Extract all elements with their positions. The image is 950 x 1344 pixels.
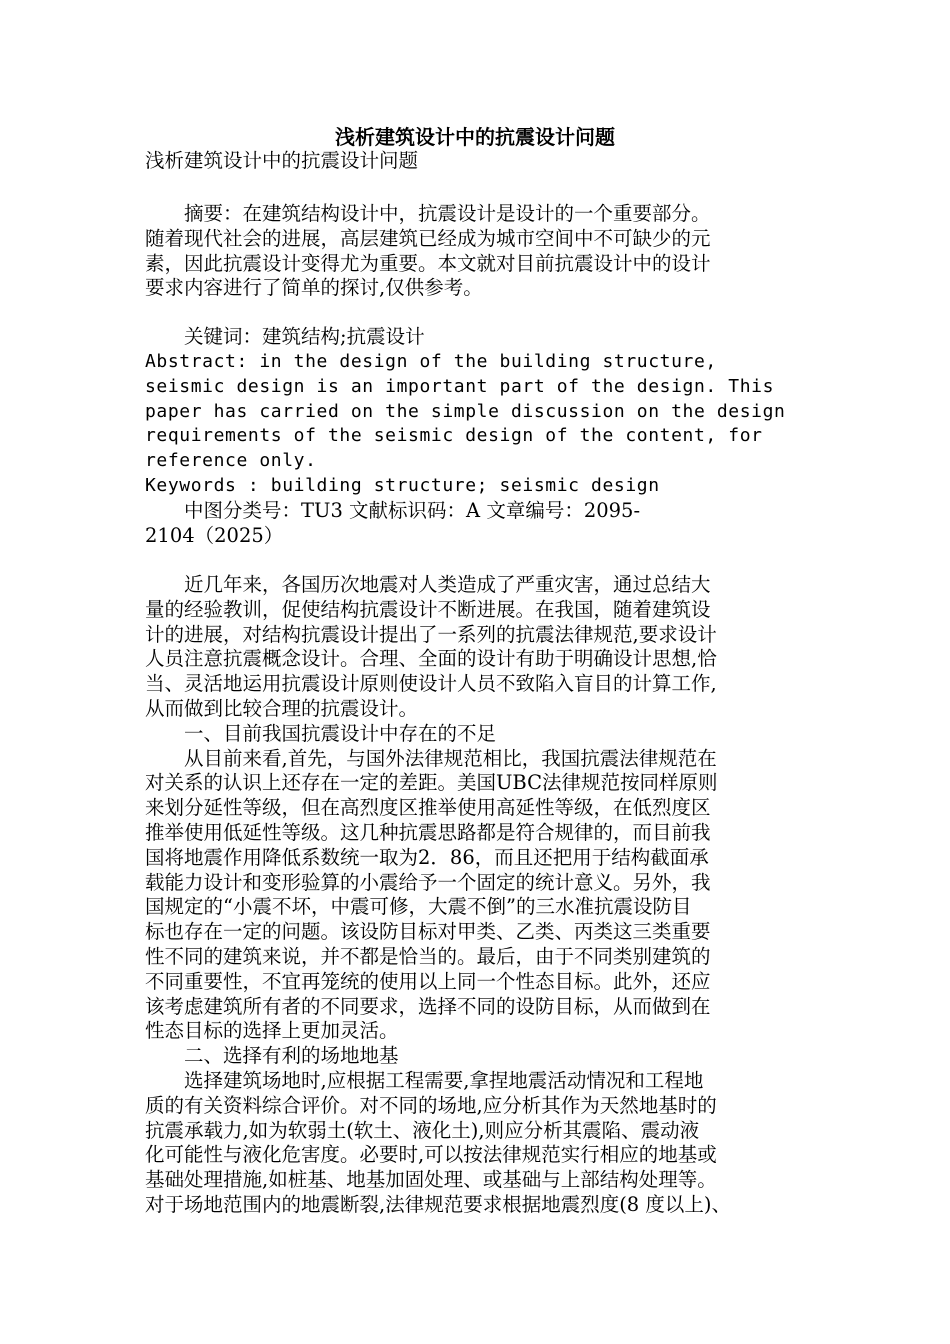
body-line: 从而做到比较合理的抗震设计。 (145, 696, 419, 720)
body-line: 性态目标的选择上更加灵活。 (145, 1019, 399, 1043)
abstract-en-line: paper has carried on the simple discussion on the design (145, 400, 786, 422)
keywords-cn-line: 关键词：建筑结构;抗震设计 (145, 325, 425, 348)
body-line: 标也存在一定的问题。该设防目标对甲类、乙类、丙类这三类重要 (145, 920, 711, 944)
body-line: 不同重要性，不宜再笼统的使用以上同一个性态目标。此外，还应 (145, 969, 711, 993)
classification (145, 499, 815, 549)
body-line: 对关系的认识上还存在一定的差距。美国UBC法律规范按同样原则 (145, 771, 718, 795)
body-line: 该考虑建筑所有者的不同要求，选择不同的设防目标，从而做到在 (145, 994, 711, 1018)
keywords-cn (145, 325, 815, 350)
classification-line: 中图分类号：TU3 文献标识码：A 文章编号：2095- (145, 499, 641, 522)
body-line: 当、灵活地运用抗震设计原则使设计人员不致陷入盲目的计算工作, (145, 672, 717, 696)
body-line: 人员注意抗震概念设计。合理、全面的设计有助于明确设计思想,恰 (145, 647, 717, 671)
body-line: 质的有关资料综合评价。对不同的场地,应分析其作为天然地基时的 (145, 1093, 717, 1117)
body-line: 推举使用低延性等级。这几种抗震思路都是符合规律的，而目前我 (145, 820, 711, 844)
keywords-en-line: Keywords : building structure; seismic design (145, 474, 660, 496)
body-line: 对于场地范围内的地震断裂,法律规范要求根据地震烈度(8 度以上)、 (145, 1192, 732, 1216)
document-title: 浅析建筑设计中的抗震设计问题 (335, 125, 615, 149)
body-line: 二、选择有利的场地地基 (145, 1044, 399, 1068)
abstract-line: 要求内容进行了简单的探讨,仅供参考。 (145, 276, 483, 300)
body-line: 抗震承载力,如为软弱土(软土、液化土),则应分析其震陷、震动液 (145, 1118, 700, 1142)
abstract-en-line: reference only. (145, 450, 317, 472)
body-line: 一、目前我国抗震设计中存在的不足 (145, 721, 497, 745)
body-line: 计的进展，对结构抗震设计提出了一系列的抗震法律规范,要求设计 (145, 622, 717, 646)
subtitle-line: 浅析建筑设计中的抗震设计问题 (145, 149, 419, 172)
body-line: 国规定的“小震不坏，中震可修，大震不倒”的三水准抗震设防目 (145, 895, 692, 919)
body-line: 量的经验教训，促使结构抗震设计不断进展。在我国，随着建筑设 (145, 597, 711, 621)
abstract-line: 随着现代社会的进展，高层建筑已经成为城市空间中不可缺少的元 (145, 226, 711, 250)
body-line: 来划分延性等级，但在高烈度区推举使用高延性等级，在低烈度区 (145, 796, 711, 820)
abstract-line: 素，因此抗震设计变得尤为重要。本文就对目前抗震设计中的设计 (145, 251, 711, 275)
classification-line: 2104（2025） (145, 523, 284, 547)
abstract-en-line: seismic design is an important part of the design. This (145, 375, 775, 397)
body-text (145, 573, 815, 1218)
abstract-line: 摘要：在建筑结构设计中，抗震设计是设计的一个重要部分。 (145, 202, 711, 225)
body-line: 国将地震作用降低系数统一取为2．86，而且还把用于结构截面承 (145, 845, 709, 869)
body-line: 选择建筑场地时,应根据工程需要,拿捏地震活动情况和工程地 (145, 1068, 704, 1092)
body-line: 从目前来看,首先，与国外法律规范相比，我国抗震法律规范在 (145, 746, 717, 770)
body-line: 近几年来，各国历次地震对人类造成了严重灾害，通过总结大 (145, 573, 711, 596)
abstract-en-line: Abstract: in the design of the building structure, (145, 351, 717, 372)
document-subtitle (145, 149, 815, 174)
abstract-en-line: requirements of the seismic design of the content, for (145, 425, 763, 447)
body-line: 基础处理措施,如桩基、地基加固处理、或基础与上部结构处理等。 (145, 1168, 717, 1192)
body-line: 性不同的建筑来说，并不都是恰当的。最后，由于不同类别建筑的 (145, 944, 711, 968)
abstract-en (145, 350, 815, 499)
abstract-cn (145, 202, 815, 301)
body-line: 载能力设计和变形验算的小震给予一个固定的统计意义。另外，我 (145, 870, 711, 894)
body-line: 化可能性与液化危害度。必要时,可以按法律规范实行相应的地基或 (145, 1143, 717, 1167)
